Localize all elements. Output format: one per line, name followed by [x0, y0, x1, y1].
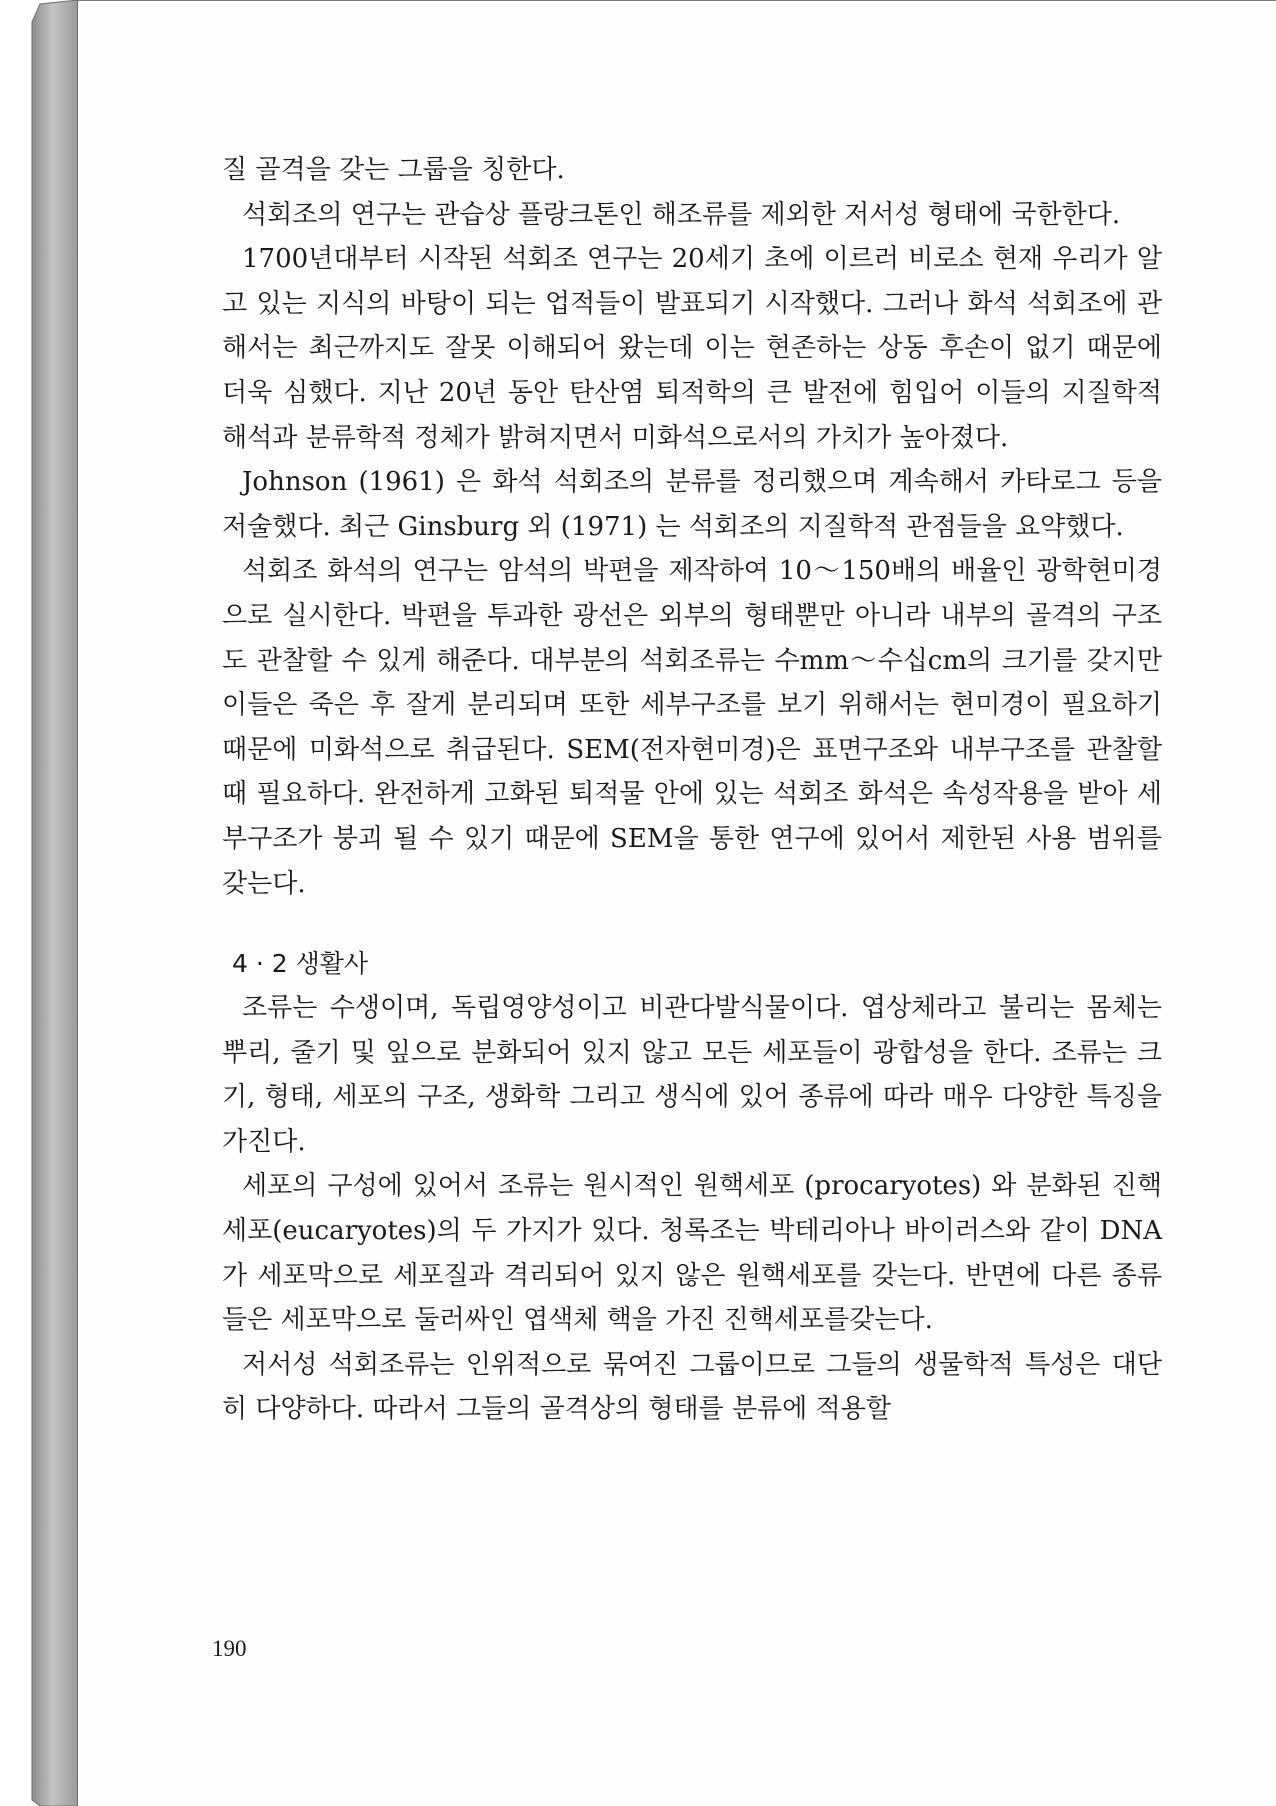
section-heading: 4 · 2 생활사	[232, 949, 369, 979]
paragraph: 석회조의 연구는 관습상 플랑크톤인 해조류를 제외한 저서성 형태에 국한한다.	[242, 199, 1121, 230]
paragraph: Johnson (1961) 은 화석 석회조의 분류를 정리했으며 계속해서 카타로그 등을 저술했다. 최근 Ginsburg 외 (1971) 는 석회조의 지질학적 관점들을 요약했다.	[222, 467, 1162, 542]
page-body	[222, 148, 1162, 1432]
paragraph: 조류는 수생이며, 독립영양성이고 비관다발식물이다. 엽상체라고 불리는 몸체는 뿌리, 줄기 및 잎으로 분화되어 있지 않고 모든 세포들이 광합성을 한다. 조류는 크기, 형태, 세포의 구조, 생화학 그리고 생식에 있어 종류에 따라 매우 다양한 특징을 가진다.	[222, 993, 1162, 1157]
paragraph: 석회조 화석의 연구는 암석의 박편을 제작하여 10～150배의 배율인 광학현미경으로 실시한다. 박편을 투과한 광선은 외부의 형태뿐만 아니라 내부의 골격의 구조도 관찰할 수 있게 해준다. 대부분의 석회조류는 수mm～수십cm의 크기를 갖지만 이들은 죽은 후 잘게 분리되며 또한 세부구조를 보기 위해서는 현미경이 필요하기 때문에 미화석으로 취급된다. SEM(전자현미경)은 표면구조와 내부구조를 관찰할 때 필요하다. 완전하게 고화된 퇴적물 안에 있는 석회조 화석은 속성작용을 받아 세부구조가 붕괴 될 수 있기 때문에 SEM을 통한 연구에 있어서 제한된 사용 범위를 갖는다.	[222, 556, 1162, 899]
page-number: 190	[212, 1636, 247, 1661]
paragraph: 저서성 석회조류는 인위적으로 묶여진 그룹이므로 그들의 생물학적 특성은 대단히 다양하다. 따라서 그들의 골격상의 형태를 분류에 적용할	[222, 1349, 1162, 1425]
paragraph: 1700년대부터 시작된 석회조 연구는 20세기 초에 이르러 비로소 현재 우리가 알고 있는 지식의 바탕이 되는 업적들이 발표되기 시작했다. 그러나 화석 석회조에 관해서는 최근까지도 잘못 이해되어 왔는데 이는 현존하는 상동 후손이 없기 때문에 더욱 심했다. 지난 20년 동안 탄산염 퇴적학의 큰 발전에 힘입어 이들의 지질학적 해석과 분류학적 정체가 밝혀지면서 미화석으로서의 가치가 높아졌다.	[222, 244, 1162, 453]
section-spacer	[222, 906, 1162, 928]
book-spine	[0, 0, 80, 1806]
paragraph: 세포의 구성에 있어서 조류는 원시적인 원핵세포 (procaryotes) 와 분화된 진핵세포(eucaryotes)의 두 가지가 있다. 청록조는 박테리아나 바이러스와 같이 DNA가 세포막으로 세포질과 격리되어 있지 않은 원핵세포를 갖는다. 반면에 다른 종류들은 세포막으로 둘러싸인 엽색체 핵을 가진 진핵세포를갖는다.	[222, 1171, 1162, 1336]
opening-line: 질 골격을 갖는 그룹을 칭한다.	[222, 155, 565, 185]
